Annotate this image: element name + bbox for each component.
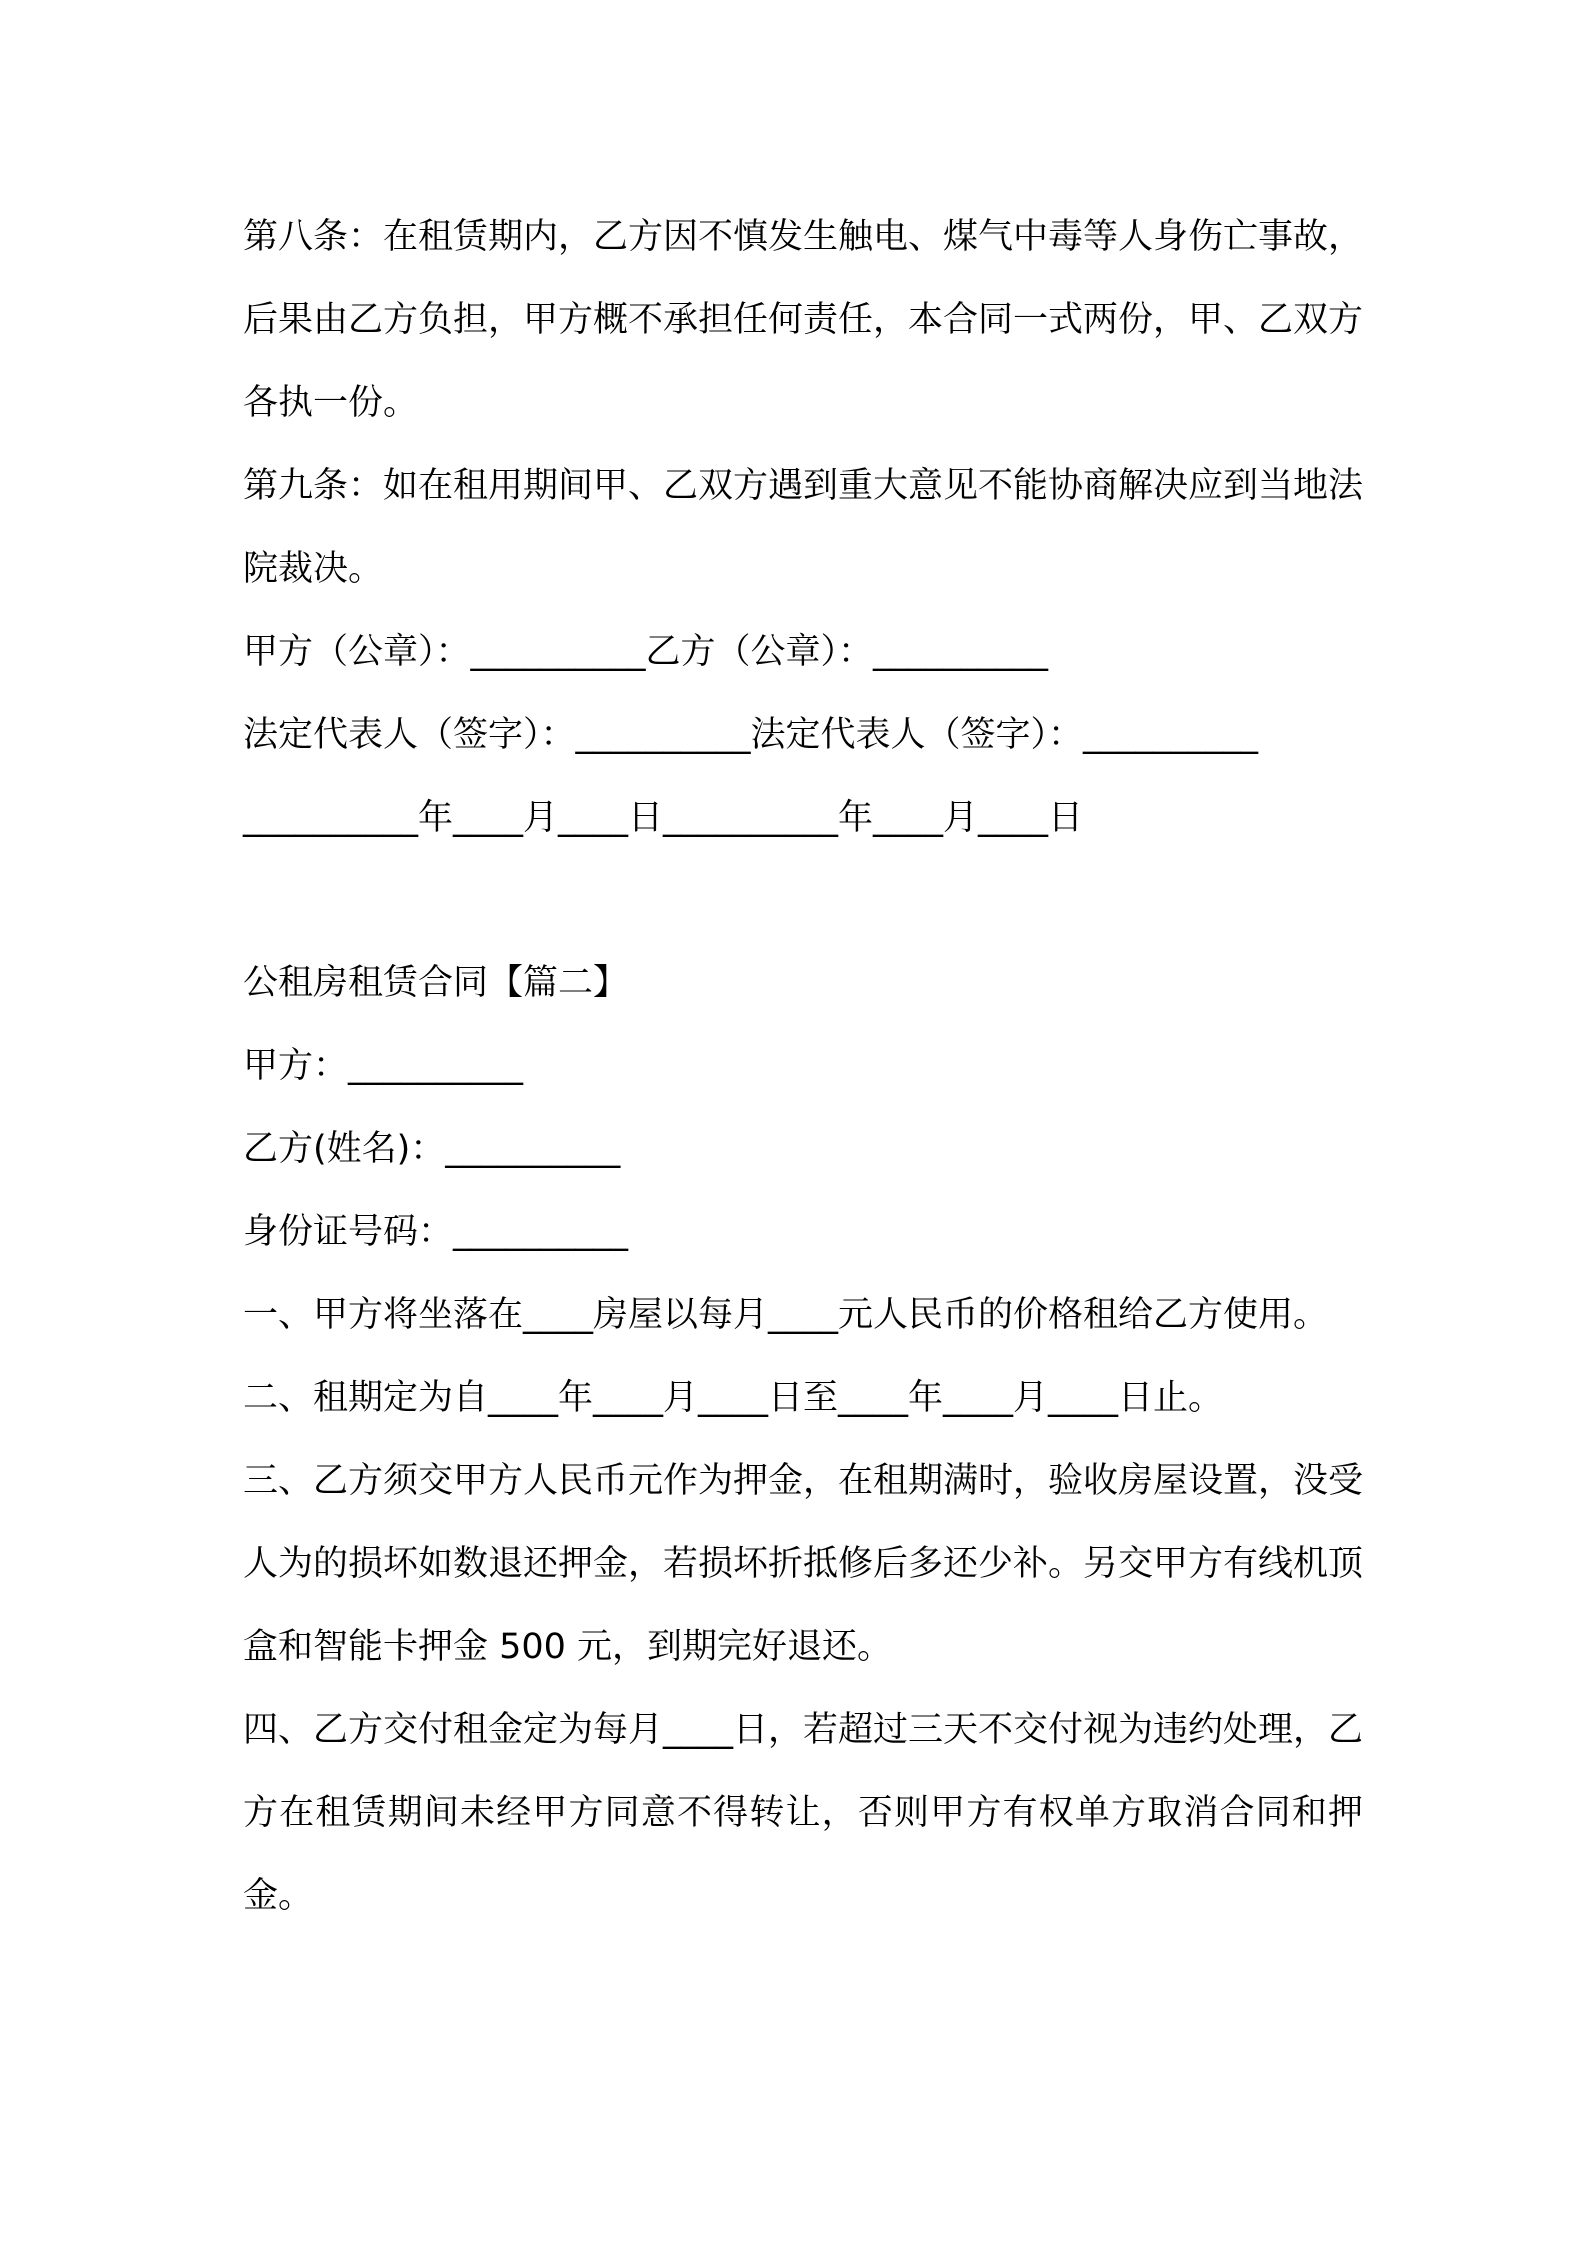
clause-1: 一、甲方将坐落在____房屋以每月____元人民币的价格租给乙方使用。 (243, 1295, 1329, 1335)
legal-representative-signature-line: 法定代表人（签字）：__________法定代表人（签字）：__________ (243, 715, 1259, 755)
article-9: 第九条：如在租用期间甲、乙双方遇到重大意见不能协商解决应到当地法院裁决。 (243, 466, 1364, 589)
article-8: 第八条：在租赁期内，乙方因不慎发生触电、煤气中毒等人身伤亡事故，后果由乙方负担，甲方概不承担任何责任，本合同一式两份，甲、乙双方各执一份。 (243, 217, 1364, 423)
seal-signature-line: 甲方（公章）：__________乙方（公章）：__________ (243, 632, 1049, 672)
clause-4: 四、乙方交付租金定为每月____日，若超过三天不交付视为违约处理，乙方在租赁期间未经甲方同意不得转让，否则甲方有权单方取消合同和押金。 (243, 1710, 1364, 1916)
party-a-line: 甲方：__________ (243, 1046, 524, 1086)
section-gap (243, 860, 1363, 942)
date-line: __________年____月____日__________年____月____日 (243, 798, 1084, 838)
section-2-title: 公租房租赁合同【篇二】 (243, 963, 629, 1003)
id-number-line: 身份证号码：__________ (243, 1212, 629, 1252)
clause-2: 二、租期定为自____年____月____日至____年____月____日止。 (243, 1378, 1224, 1418)
document-body (243, 196, 1363, 1938)
party-b-name-line: 乙方(姓名)：__________ (243, 1129, 621, 1169)
clause-3: 三、乙方须交甲方人民币元作为押金，在租期满时，验收房屋设置，没受人为的损坏如数退还押金，若损坏折抵修后多还少补。另交甲方有线机顶盒和智能卡押金 500 元，到期完好退还。 (243, 1461, 1364, 1667)
